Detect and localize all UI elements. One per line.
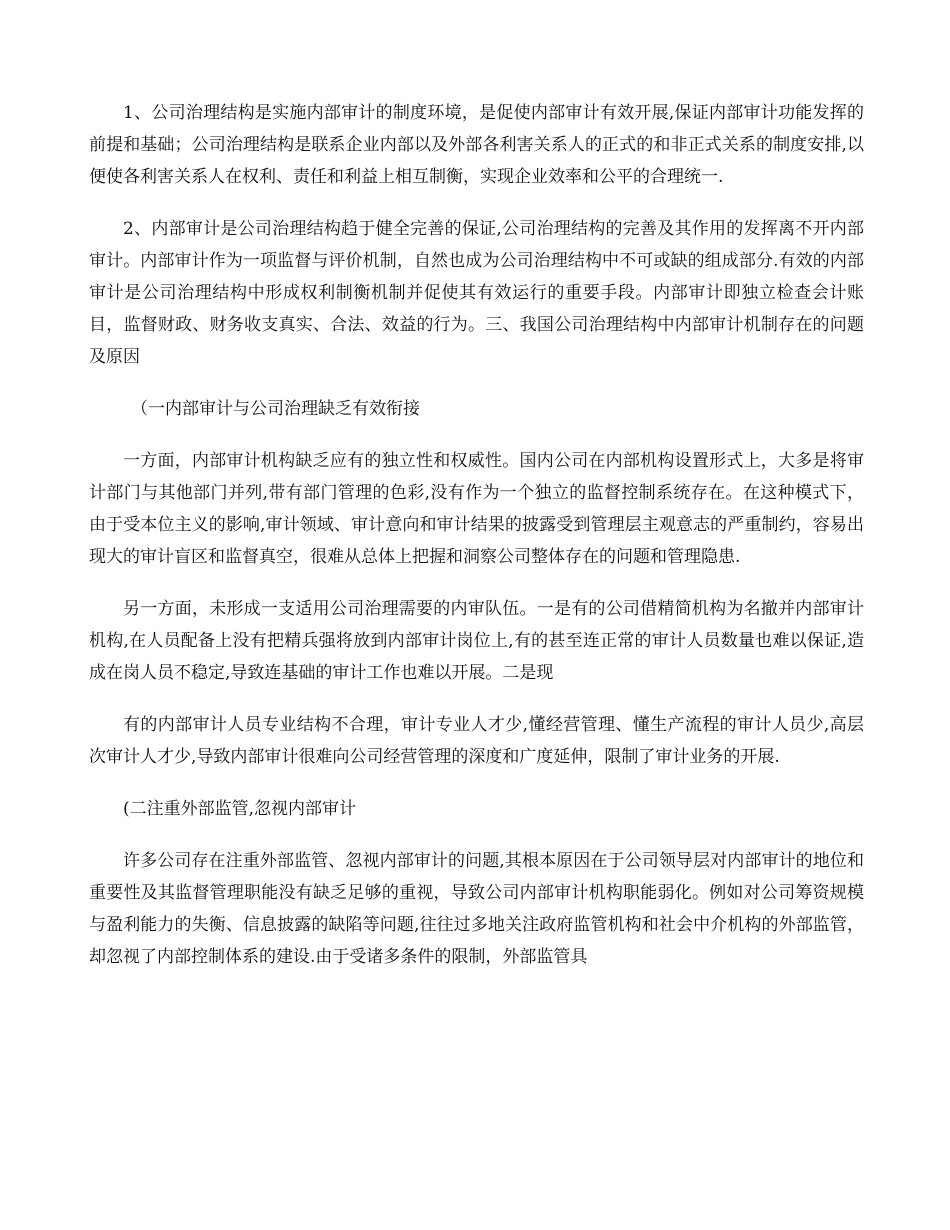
section-heading-external-supervision: (二注重外部监管,忽视内部审计 bbox=[123, 799, 357, 819]
paragraph-staff-structure: 有的内部审计人员专业结构不合理，审计专业人才少,懂经营管理、懂生产流程的审计人员少,高层次审计人才少,导致内部审计很难向公司经营管理的深度和广度延伸，限制了审计业务的开展. bbox=[89, 715, 864, 767]
paragraph-audit-team: 另一方面，未形成一支适用公司治理需要的内审队伍。一是有的公司借精简机构为名撤并内部审计机构,在人员配备上没有把精兵强将放到内部审计岗位上,有的甚至连正常的审计人员数量也难以保证,造成在岗人员不稳定,导致连基础的审计工作也难以开展。二是现 bbox=[89, 599, 864, 683]
paragraph-external-vs-internal: 许多公司存在注重外部监管、忽视内部审计的问题,其根本原因在于公司领导层对内部审计的地位和重要性及其监督管理职能没有缺乏足够的重视，导致公司内部审计机构职能弱化。例如对公司筹资规模与盈利能力的失衡、信息披露的缺陷等问题,往往过多地关注政府监管机构和社会中介机构的外部监管，却忽视了内部控制体系的建设.由于受诸多条件的限制，外部监管具 bbox=[89, 851, 864, 967]
paragraph-audit-guarantee: 2、内部审计是公司治理结构趋于健全完善的保证,公司治理结构的完善及其作用的发挥离不开内部审计。内部审计作为一项监督与评价机制，自然也成为公司治理结构中不可或缺的组成部分.有效的内部审计是公司治理结构中形成权利制衡机制并促使其有效运行的重要手段。内部审计即独立检查会计账目，监督财政、财务收支真实、合法、效益的行为。三、我国公司治理结构中内部审计机制存在的问题及原因 bbox=[89, 219, 864, 367]
paragraph-independence: 一方面，内部审计机构缺乏应有的独立性和权威性。国内公司在内部机构设置形式上，大多是将审计部门与其他部门并列,带有部门管理的色彩,没有作为一个独立的监督控制系统存在。在这种模式下，由于受本位主义的影响,审计领域、审计意向和审计结果的披露受到管理层主观意志的严重制约，容易出现大的审计盲区和监督真空，很难从总体上把握和洞察公司整体存在的问题和管理隐患. bbox=[89, 451, 864, 567]
document-body bbox=[89, 97, 864, 993]
section-heading-lack-of-connection: （一内部审计与公司治理缺乏有效衔接 bbox=[131, 399, 420, 419]
paragraph-governance-environment: 1、公司治理结构是实施内部审计的制度环境，是促使内部审计有效开展,保证内部审计功能发挥的前提和基础；公司治理结构是联系企业内部以及外部各利害关系人的正式的和非正式关系的制度安排,以便使各利害关系人在权利、责任和利益上相互制衡，实现企业效率和公平的合理统一. bbox=[89, 103, 864, 187]
